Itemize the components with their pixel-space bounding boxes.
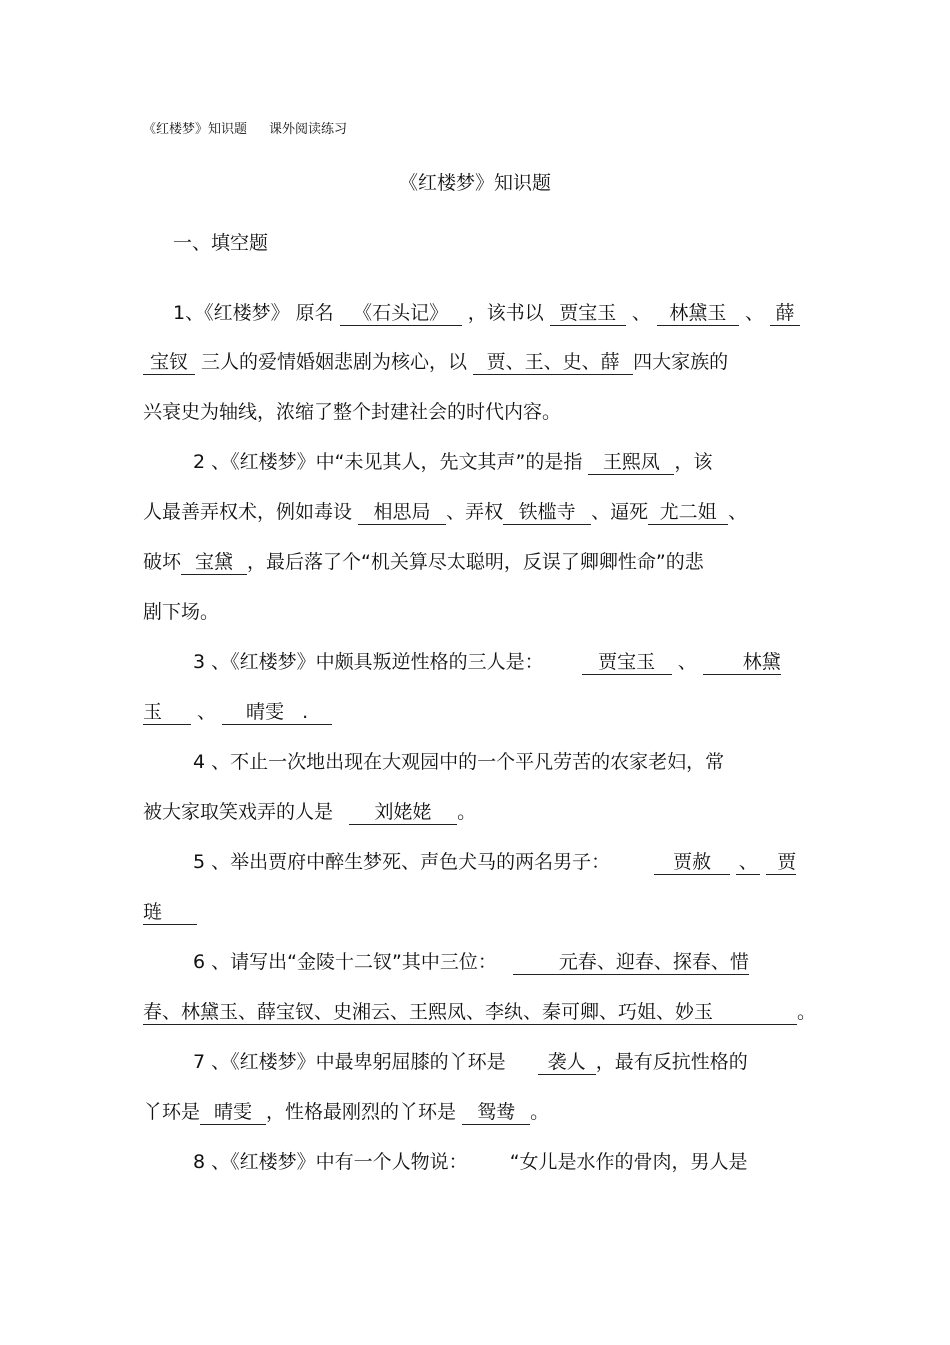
q1-answer-4-cont: 宝钗 [143,350,195,375]
header-title: 《红楼梦》知识题 [143,122,248,137]
q7-line-2 [143,1099,549,1125]
q6-line-1 [193,949,749,975]
q2-line-3 [143,549,704,575]
q4-text: 被大家取笑戏弄的人是 [143,801,334,823]
q3-answer-3 [222,700,332,725]
q2-answer-3: 铁槛寺 [503,500,591,525]
q3-text: 、 [197,701,217,723]
q5-answer-2-cont: 琏 [143,900,197,925]
q2-answer-5: 宝黛 [181,550,247,575]
q5-line-2 [143,899,197,925]
q6-answer: 元春、迎春、探春、惜 [513,950,749,975]
q3-line-2 [143,699,332,725]
q1-text: 、 [744,302,764,324]
q1-text: 、 [631,302,651,324]
q2-text: 、 [728,501,748,523]
q6-text: 。 [797,1001,817,1023]
q3-answer-2-cont: 玉 [143,700,191,725]
header-subtitle: 课外阅读练习 [269,122,348,137]
q7-answer-1: 袭人 [538,1050,596,1075]
q1-line-3: 兴衰史为轴线，浓缩了整个封建社会的时代内容。 [143,401,562,423]
section-heading: 一、填空题 [173,232,269,254]
q6-text: 6 、请写出“金陵十二钗”其中三位： [193,951,497,973]
q7-text: 。 [530,1101,550,1123]
q2-answer-1: 王熙凤 [588,450,674,475]
q2-text: 人最善弄权术，例如毒设 [143,501,353,523]
q7-text: ，性格最刚烈的丫环是 [266,1101,457,1123]
q5-text: 5 、举出贾府中醉生梦死、声色犬马的两名男子： [193,851,611,873]
q5-answer-2: 贾 [766,850,796,875]
q2-text: 2 、《红楼梦》中“未见其人，先文其声”的是指 [193,451,583,473]
q1-text: 1、《红楼梦》 原名 [173,302,334,324]
q7-text: 7 、《红楼梦》中最卑躬屈膝的丫环是 [193,1051,506,1073]
q4-text: 。 [457,801,477,823]
q3-text: 3 、《红楼梦》中颇具叛逆性格的三人是： [193,651,544,673]
q2-answer-4: 尤二姐 [648,500,728,525]
q1-line-2 [143,349,728,375]
q2-text: 、逼死 [591,501,649,523]
q4-line-2 [143,799,476,825]
q7-line-1 [193,1049,748,1075]
q1-text: 四大家族的 [633,351,729,373]
q7-answer-3: 鸳鸯 [462,1100,530,1125]
document-title: 《红楼梦》知识题 [398,172,551,194]
q8-text: 8 、《红楼梦》中有一个人物说： [193,1151,468,1173]
q1-answer-3: 林黛玉 [657,301,739,326]
q4-answer: 刘姥姥 [349,800,457,825]
q5-line-1 [193,849,796,875]
running-header [143,118,347,137]
q5-sep: 、 [736,850,760,875]
q6-line-2 [143,999,816,1025]
q2-line-1 [193,449,712,475]
q2-text: 、弄权 [446,501,504,523]
q7-text: ，最有反抗性格的 [595,1051,748,1073]
q8-quote: “女儿是水作的骨肉，男人是 [509,1151,748,1173]
q1-answer-4: 薛 [770,301,800,326]
q1-answer-2: 贾宝玉 [550,301,626,326]
q3-text: 、 [677,651,697,673]
q2-text: ，该 [674,451,713,473]
q1-text: 三人的爱情婚姻悲剧为核心，以 [201,351,468,373]
q7-answer-2: 晴雯 [200,1100,266,1125]
q5-answer-1: 贾赦 [654,850,730,875]
q6-answer-cont: 春、林黛玉、薛宝钗、史湘云、王熙凤、李纨、秦可卿、巧姐、妙玉 [143,1000,797,1025]
q2-line-2 [143,499,747,525]
q3-answer-3-text: 晴雯 [246,701,285,723]
q3-end: . [302,701,309,723]
q2-text: 破坏 [143,551,182,573]
q3-answer-1: 贾宝玉 [582,650,672,675]
q1-answer-5: 贾、王、史、薛 [473,350,633,375]
q8-line-1 [193,1149,748,1175]
q1-text: ，该书以 [467,302,544,324]
q3-line-1 [193,649,781,675]
q4-line-1: 4 、不止一次地出现在大观园中的一个平凡劳苦的农家老妇，常 [193,751,725,773]
q1-answer-1: 《石头记》 [340,301,462,326]
q7-text: 丫环是 [143,1101,201,1123]
q2-answer-2: 相思局 [358,500,446,525]
q2-text: ，最后落了个“机关算尽太聪明，反误了卿卿性命”的悲 [247,551,704,573]
q2-line-4: 剧下场。 [143,601,220,623]
q1-line-1 [173,300,800,326]
q3-answer-2: 林黛 [703,650,781,675]
